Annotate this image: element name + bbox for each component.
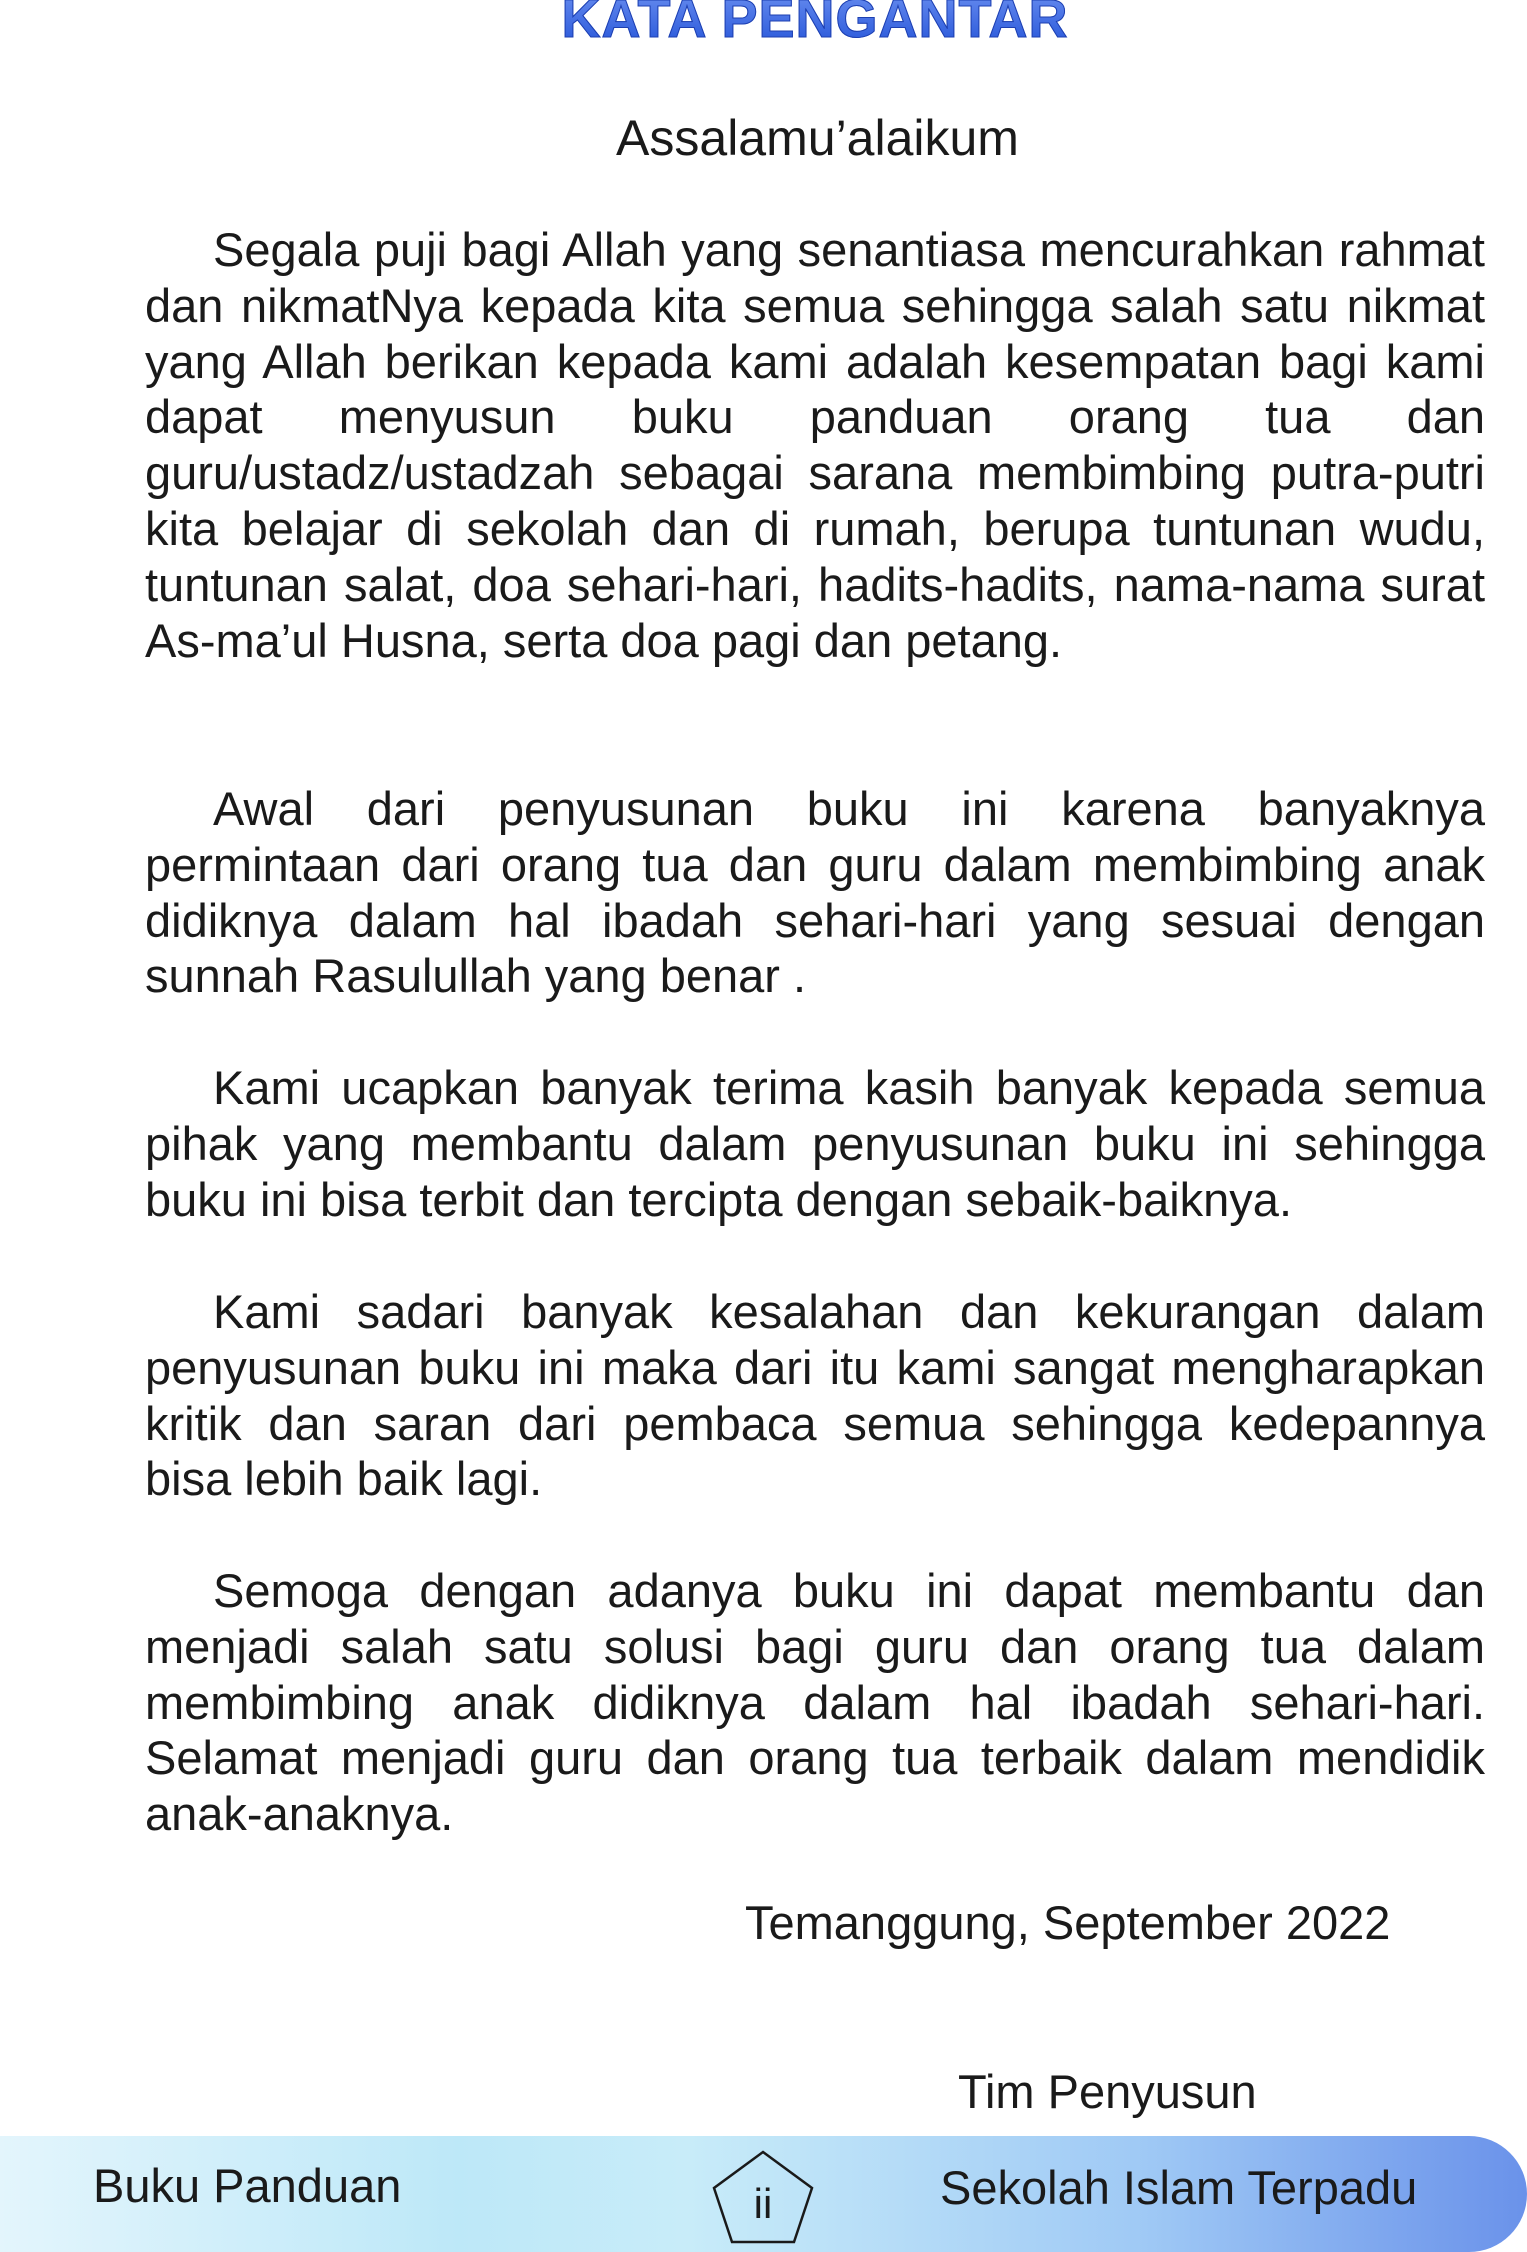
footer-book-title: Buku Panduan: [93, 2159, 402, 2212]
signature: Tim Penyusun: [958, 2065, 1257, 2118]
paragraph-1: Segala puji bagi Allah yang senantiasa mencurahkan rahmat dan nikmatNya kepada kita semua sehingga salah satu nikmat yang Allah berikan kepada kami adalah kesempatan bagi kami dapat menyusun buku panduan orang tua dan guru/ustadz/ustadzah sebagai sarana membimbing putra-putri kita belajar di sekolah dan di rumah, berupa tuntunan wudu, tuntunan salat, doa sehari-hari, hadits-hadits, nama-nama surat As-ma’ul Husna, serta doa pagi dan petang.: [145, 223, 1485, 667]
paragraph-2: Awal dari penyusunan buku ini karena banyaknya permintaan dari orang tua dan guru dalam membimbing anak didiknya dalam hal ibadah sehari-hari yang sesuai dengan sunnah Rasulullah yang benar .: [145, 782, 1485, 1003]
greeting: Assalamu’alaikum: [616, 110, 1019, 166]
page-title: KATA PENGANTAR: [0, 0, 1527, 54]
place-date: Temanggung, September 2022: [745, 1896, 1391, 1949]
footer-school-name: Sekolah Islam Terpadu: [940, 2161, 1418, 2214]
paragraph-5: Semoga dengan adanya buku ini dapat membantu dan menjadi salah satu solusi bagi guru dan orang tua dalam membimbing anak didiknya dalam hal ibadah sehari-hari. Selamat menjadi guru dan orang tua terbaik dalam mendidik anak-anaknya.: [145, 1564, 1485, 1841]
page-number: ii: [753, 2180, 773, 2227]
paragraph-4: Kami sadari banyak kesalahan dan kekurangan dalam penyusunan buku ini maka dari itu kami sangat mengharapkan kritik dan saran dari pembaca semua sehingga kedepannya bisa lebih baik lagi.: [145, 1285, 1485, 1506]
page-number-badge: [708, 2146, 818, 2246]
paragraph-3: Kami ucapkan banyak terima kasih banyak kepada semua pihak yang membantu dalam penyusunan buku ini sehingga buku ini bisa terbit dan tercipta dengan sebaik-baiknya.: [145, 1061, 1485, 1226]
